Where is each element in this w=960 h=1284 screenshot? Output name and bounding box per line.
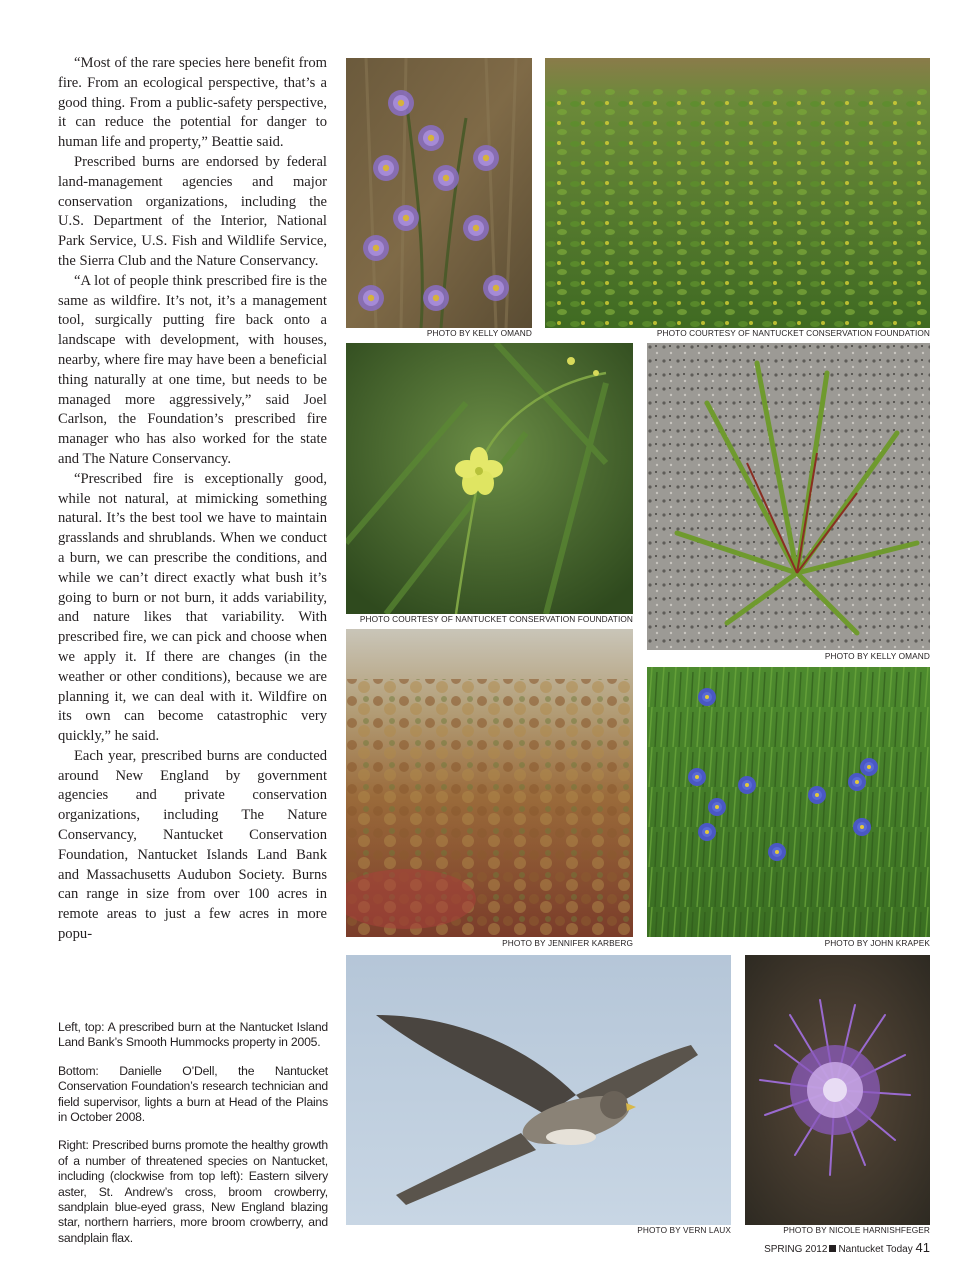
photo-credit-aster: PHOTO BY KELLY OMAND (426, 328, 532, 338)
photo-credit-heathland: PHOTO BY JENNIFER KARBERG (502, 938, 633, 948)
photo-credit-blazing-star: PHOTO BY NICOLE HARNISHFEGER (783, 1225, 930, 1235)
photo-credit-flax: PHOTO COURTESY OF NANTUCKET CONSERVATION FOUNDATION (359, 614, 633, 624)
article-paragraph: Each year, prescribed burns are conducted around New England by government agencies and private conservation organizations, including The Nature Conservancy, Nantucket Conservation Foundation, Nantucket Islands Land Bank and Massachusetts Audubon Society. Burns can range in size from over 100 acres in remote areas to just a few acres in more popu- (58, 747, 327, 943)
st-andrews-cross-photo (545, 58, 930, 328)
article-paragraph: “A lot of people think prescribed fire is the same as wildfire. It’s not, it’s a management tool, surgically putting fire back onto a landscape with development, with houses, nearby, where fire may have been a beneficial thing naturally at one time, but needs to be managed more aggressively,” said Joel Carlson, the Foundation’s prescribed fire manager who has also worked for the state and The Nature Conservancy. (58, 272, 327, 467)
photo-credit-harrier: PHOTO BY VERN LAUX (637, 1225, 731, 1235)
aster-photo (346, 58, 532, 328)
folio-magazine: Nantucket Today (838, 1244, 913, 1255)
photo-credit-blue-eyed-grass: PHOTO BY JOHN KRAPEK (824, 938, 930, 948)
article-paragraph: “Most of the rare species here benefit from fire. From an ecological perspective, that’s a good thing. From a public-safety perspective, it can reduce the potential for danger to human life and property,” Beattie said. (58, 55, 327, 151)
square-bullet-icon (829, 1245, 836, 1252)
page-folio (764, 1240, 930, 1255)
photo-credit-st-andrews-cross: PHOTO COURTESY OF NANTUCKET CONSERVATION FOUNDATION (656, 328, 930, 338)
article-body (58, 54, 327, 945)
harrier-photo (346, 955, 731, 1225)
page-number: 41 (915, 1240, 930, 1255)
blue-eyed-grass-photo (647, 667, 930, 937)
photo-captions (58, 1020, 328, 1259)
caption-left-top: Left, top: A prescribed burn at the Nantucket Island Land Bank’s Smooth Hummocks property in 2005. (58, 1020, 328, 1050)
photo-credit-crowberry: PHOTO BY KELLY OMAND (824, 651, 930, 661)
blazing-star-photo (745, 955, 930, 1225)
caption-bottom: Bottom: Danielle O’Dell, the Nantucket Conservation Foundation’s research technician and field supervisor, lights a burn at Head of the Plains in October 2008. (58, 1063, 328, 1125)
article-paragraph: Prescribed burns are endorsed by federal land-management agencies and major conservation organizations, including the U.S. Department of the Interior, National Park Service, U.S. Fish and Wildlife Service, the Sierra Club and the Nature Conservancy. (58, 153, 327, 269)
article-paragraph: “Prescribed fire is exceptionally good, while not natural, at mimicking something natural. It’s the best tool we have to maintain grasslands and shrublands. When we conduct a burn, we can prescribe the conditions, and while we can’t direct exactly what bush it’s going to burn or not burn, it adds variability, and nature likes that variability. With prescribed fire, we can pick and choose when we apply it. If there are changes (in the weather or other conditions), because we are planning it, we can deal with it. Wildfire on its own can become catastrophic very quickly,” he said. (58, 470, 327, 745)
heathland-photo (346, 629, 633, 937)
flax-photo (346, 343, 633, 614)
caption-right: Right: Prescribed burns promote the healthy growth of a number of threatened species on Nantucket, including (clockwise from top left): Eastern silvery aster, St. Andrew’s cross, broom crowberry, sandplain blue-eyed grass, New England blazing star, northern harriers, more broom crowberry, and sandplain flax. (58, 1138, 328, 1245)
crowberry-photo (647, 343, 930, 650)
folio-issue: SPRING 2012 (764, 1244, 828, 1255)
